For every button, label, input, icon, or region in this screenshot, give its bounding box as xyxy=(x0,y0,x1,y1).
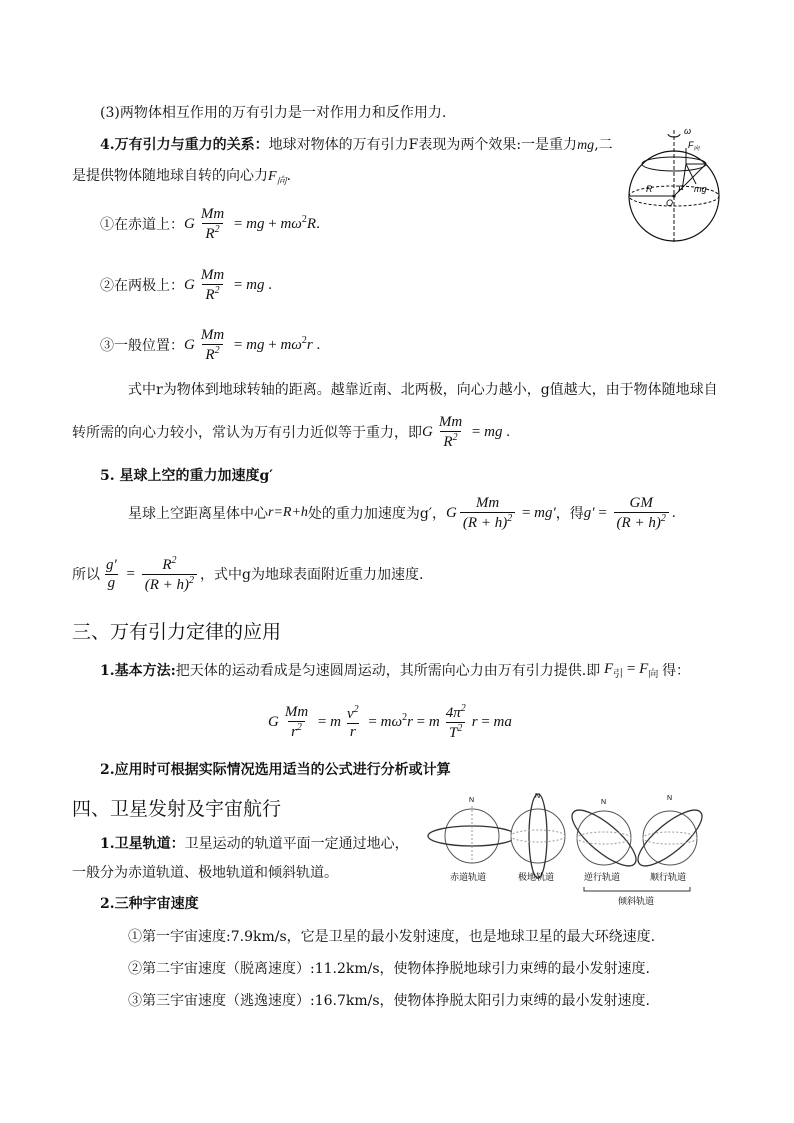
omega-label: ω xyxy=(684,126,692,136)
s3-xiang: 向 xyxy=(648,668,659,680)
svg-text:N: N xyxy=(667,795,673,802)
retrograde-orbit-globe xyxy=(564,799,643,874)
p5-so: 所以 xyxy=(72,567,100,583)
equation-equator xyxy=(100,202,320,246)
earth-force-diagram xyxy=(622,126,726,246)
p4-mg: mg xyxy=(577,138,595,153)
p5-tail: ，式中g为地球表面附近重力加速度. xyxy=(200,567,424,583)
s4-p1-text: 卫星运动的轨道平面一定通过地心， xyxy=(184,836,409,852)
s3-p1-title: 1.基本方法: xyxy=(100,663,176,679)
p5-formula-1: G $\frac{Mm}{(R + h)^2}$ = mg′ xyxy=(446,494,556,531)
velocity-1: ①第一宇宙速度:7.9km/s，它是卫星的最小发射速度，也是地球卫星的最大环绕速度. xyxy=(128,929,656,945)
o-label: O xyxy=(666,198,674,208)
p5-text-b: 处的重力加速度为g′， xyxy=(307,506,447,522)
p4-text-a: 地球对物体的万有引力F表现为两个效果:一是重力 xyxy=(268,137,578,153)
orbit-types-diagram xyxy=(424,790,720,912)
equatorial-orbit-globe xyxy=(428,797,516,866)
s3-p1-de: 得： xyxy=(662,663,691,679)
p4-Fn: F xyxy=(268,169,277,184)
eq1-label: ①在赤道上： xyxy=(100,217,184,233)
velocity-2: ②第二宇宙速度（脱离速度）:11.2km/s，使物体挣脱地球引力束缚的最小发射速度. xyxy=(128,961,650,977)
equation-general xyxy=(100,323,320,367)
p4-text-b: ,二 xyxy=(594,137,613,153)
eq1-formula: G $\frac{Mm}{R^2}$ = mg + $m\omega^2R$. xyxy=(184,205,320,242)
s3-p1 xyxy=(100,660,690,680)
note-line2-text: 转所需的向心力较小，常认为万有引力近似等于重力，即 xyxy=(72,425,422,441)
p5-line1 xyxy=(128,490,676,536)
note-formula: G $\frac{Mm}{R^2}$ = mg . xyxy=(422,413,510,450)
r-label: R xyxy=(646,184,653,194)
f-label: F xyxy=(678,184,684,194)
eq2-label: ②在两极上： xyxy=(100,278,184,294)
svg-text:N: N xyxy=(601,799,607,806)
equation-poles xyxy=(100,263,272,307)
orbit-label-retrograde: 逆行轨道 xyxy=(584,872,621,882)
s4-p1 xyxy=(100,833,409,853)
s4-p1-line2: 一般分为赤道轨道、极地轨道和倾斜轨道。 xyxy=(72,865,338,881)
section-4-heading: 四、卫星发射及宇宙航行 xyxy=(72,798,282,820)
s4-p2-title: 2.三种宇宙速度 xyxy=(100,896,199,912)
s4-p1-title: 1.卫星轨道： xyxy=(100,836,185,852)
p5-formula-3: $\frac{g'}{g}$ = $\frac{R^2}{(R + h)^2}$ xyxy=(100,555,200,594)
eq3-label: ③一般位置： xyxy=(100,338,184,354)
p5-line2 xyxy=(72,550,423,598)
polar-orbit-globe xyxy=(511,793,565,878)
fn-label: $F_向$ xyxy=(688,140,700,152)
eq2-formula: G $\frac{Mm}{R^2}$ = mg . xyxy=(184,266,272,303)
orbit-label-inclined: 倾斜轨道 xyxy=(618,896,655,906)
orbit-label-equatorial: 赤道轨道 xyxy=(450,872,487,882)
p5-r: r=R+h xyxy=(268,505,308,520)
paragraph-4-line2 xyxy=(72,165,291,187)
p5-get: ，得 xyxy=(555,506,584,522)
s3-p2: 2.应用时可根据实际情况选用适当的公式进行分析或计算 xyxy=(100,762,451,778)
note-line2 xyxy=(72,412,510,452)
p5-formula-2: g′ = $\frac{GM}{(R + h)^2}$ . xyxy=(583,494,676,531)
paragraph-4-line1 xyxy=(100,134,613,154)
s3-p1-formula: $F_引 = F_向$ xyxy=(604,660,659,680)
mg-label: mg xyxy=(694,184,707,194)
p4-end: . xyxy=(286,168,292,184)
orbit-label-prograde: 顺行轨道 xyxy=(650,872,687,882)
orbit-label-polar: 极地轨道 xyxy=(518,872,555,882)
eq3-formula: G $\frac{Mm}{R^2}$ = mg + $m\omega^2r$ . xyxy=(184,326,321,363)
s3-yin: 引 xyxy=(613,668,624,680)
p4-title: 4.万有引力与重力的关系： xyxy=(100,137,269,153)
p5-text-a: 星球上空距离星体中心 xyxy=(128,506,268,522)
s3-p1-text: 把天体的运动看成是匀速圆周运动，其所需向心力由万有引力提供.即 xyxy=(175,663,601,679)
item-3: (3)两物体相互作用的万有引力是一对作用力和反作用力. xyxy=(100,105,447,121)
prograde-orbit-globe xyxy=(630,795,709,874)
s3-main-formula: G $\frac{Mm}{r^2}$ = m $\frac{v^2}{r}$ = $m\omega^2r = m$ $\frac{4\pi^2}{T^2}$ r = ma xyxy=(268,702,512,741)
p4-Fn-sub: 向 xyxy=(276,175,287,187)
note-line1: 式中r为物体到地球转轴的距离。越靠近南、北两极，向心力越小，g值越大，由于物体随地球自 xyxy=(128,382,718,398)
svg-text:N: N xyxy=(469,797,475,804)
p4-line2-text: 是提供物体随地球自转的向心力 xyxy=(72,168,268,184)
section-3-heading: 三、万有引力定律的应用 xyxy=(72,621,282,643)
p5-title: 5. 星球上空的重力加速度g′ xyxy=(100,468,273,484)
velocity-3: ③第三宇宙速度（逃逸速度）:16.7km/s，使物体挣脱太阳引力束缚的最小发射速度. xyxy=(128,993,650,1009)
svg-text:N: N xyxy=(535,793,541,800)
